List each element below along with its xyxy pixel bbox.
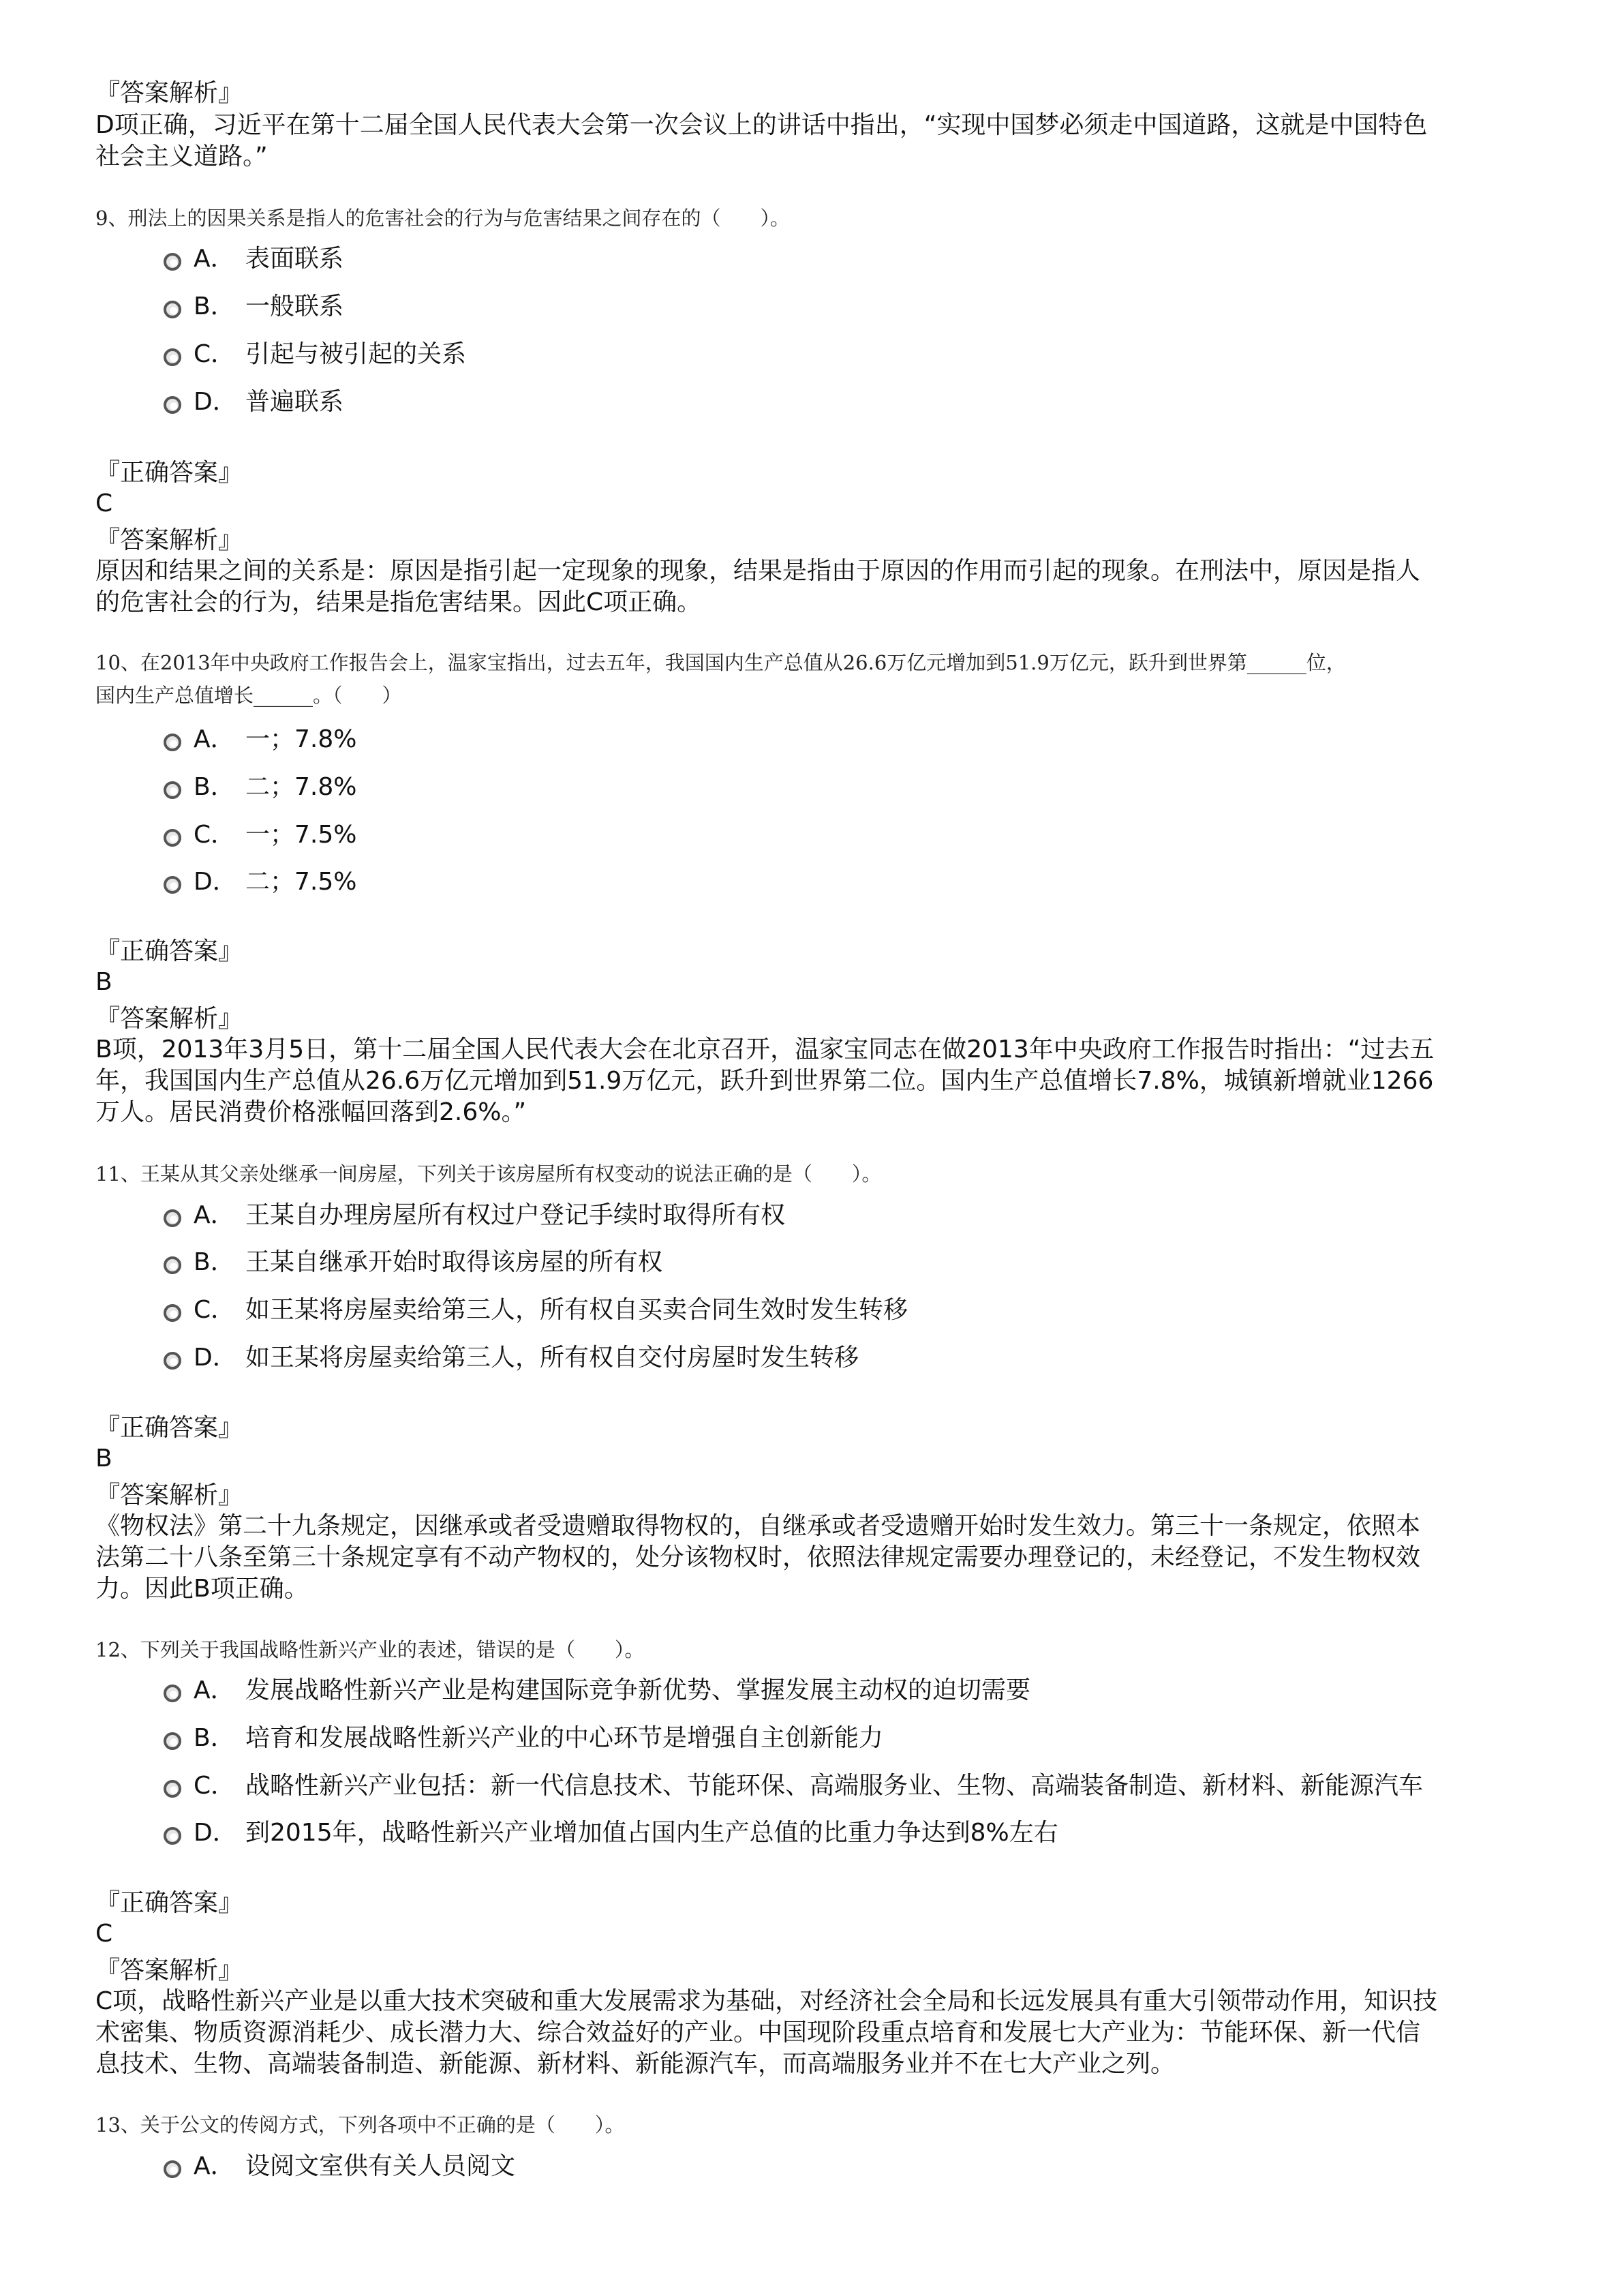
radio-icon[interactable] (164, 781, 181, 799)
option-letter: D． (194, 1818, 237, 1847)
radio-icon[interactable] (164, 1827, 181, 1845)
q11-analysis-line-1: 《物权法》第二十九条规定，因继承或者受遗赠取得物权的，自继承或者受遗赠开始时发生效力。第三十一条规定，依照本 (95, 1512, 1421, 1540)
radio-icon[interactable] (164, 876, 181, 894)
option-letter: A． (194, 244, 235, 273)
q12-analysis-line-3: 息技术、生物、高端装备制造、新能源、新材料、新能源汽车，而高端服务业并不在七大产业之列。 (95, 2050, 1176, 2078)
radio-icon[interactable] (164, 2160, 181, 2178)
option-letter: B． (194, 1248, 235, 1276)
option-letter: B． (194, 292, 235, 320)
radio-icon[interactable] (164, 1732, 181, 1750)
option-text: 一；7.8% (245, 725, 357, 753)
q10-analysis-line-2: 年，我国国内生产总值从26.6万亿元增加到51.9万亿元，跃升到世界第二位。国内生产总值增长7.8%，城镇新增就业1266 (95, 1067, 1434, 1095)
option-text: 如王某将房屋卖给第三人，所有权自交付房屋时发生转移 (245, 1343, 859, 1372)
q8-analysis-line-2: 社会主义道路。” (95, 142, 268, 170)
radio-icon[interactable] (164, 829, 181, 847)
q9-answer-heading: 『正确答案』 (95, 459, 243, 487)
q11-option-a[interactable] (164, 1192, 785, 1233)
option-letter: B． (194, 1723, 235, 1752)
q11-option-c[interactable] (164, 1287, 908, 1328)
option-text: 一；7.5% (245, 820, 357, 849)
q10-option-d[interactable] (164, 859, 356, 900)
q12-option-a[interactable] (164, 1667, 1030, 1708)
option-text: 二；7.8% (245, 772, 357, 801)
q11-option-d[interactable] (164, 1335, 859, 1376)
q10-answer-heading: 『正确答案』 (95, 937, 243, 965)
option-letter: D． (194, 1343, 237, 1372)
q13-question: 13、关于公文的传阅方式，下列各项中不正确的是（ ）。 (95, 2113, 625, 2136)
q9-option-c[interactable] (164, 331, 466, 372)
q12-option-b[interactable] (164, 1715, 883, 1756)
q10-answer: B (95, 968, 112, 996)
option-text: 表面联系 (245, 244, 344, 273)
radio-icon[interactable] (164, 396, 181, 414)
option-text: 战略性新兴产业包括：新一代信息技术、节能环保、高端服务业、生物、高端装备制造、新材料、新能源汽车 (245, 1771, 1424, 1800)
radio-icon[interactable] (164, 1352, 181, 1370)
radio-icon[interactable] (164, 301, 181, 318)
q12-question: 12、下列关于我国战略性新兴产业的表述，错误的是（ ）。 (95, 1638, 645, 1661)
option-text: 培育和发展战略性新兴产业的中心环节是增强自主创新能力 (245, 1723, 884, 1752)
option-letter: A． (194, 1676, 235, 1704)
q10-question-line-2: 国内生产总值增长______。（ ） (95, 684, 402, 707)
option-text: 发展战略性新兴产业是构建国际竞争新优势、掌握发展主动权的迫切需要 (245, 1676, 1031, 1704)
q10-option-a[interactable] (164, 716, 356, 757)
radio-icon[interactable] (164, 734, 181, 751)
option-letter: D． (194, 867, 237, 896)
q11-answer-heading: 『正确答案』 (95, 1414, 243, 1442)
option-text: 引起与被引起的关系 (245, 339, 467, 368)
q10-analysis-heading: 『答案解析』 (95, 1005, 243, 1033)
q10-question-line-1: 10、在2013年中央政府工作报告会上，温家宝指出，过去五年，我国国内生产总值从26.6万亿元增加到51.9万亿元，跃升到世界第______位， (95, 651, 1346, 674)
q12-answer-heading: 『正确答案』 (95, 1889, 243, 1917)
option-text: 一般联系 (245, 292, 344, 320)
option-letter: D． (194, 387, 237, 416)
q9-analysis-line-2: 的危害社会的行为，结果是指危害结果。因此C项正确。 (95, 588, 702, 616)
radio-icon[interactable] (164, 1780, 181, 1798)
option-letter: B． (194, 772, 235, 801)
q9-question: 9、刑法上的因果关系是指人的危害社会的行为与危害结果之间存在的（ ）。 (95, 207, 790, 230)
option-letter: C． (194, 1771, 236, 1800)
radio-icon[interactable] (164, 348, 181, 366)
radio-icon[interactable] (164, 1209, 181, 1227)
q10-option-b[interactable] (164, 764, 356, 805)
option-letter: C． (194, 1295, 236, 1324)
radio-icon[interactable] (164, 1304, 181, 1322)
option-text: 设阅文室供有关人员阅文 (245, 2151, 516, 2180)
radio-icon[interactable] (164, 1256, 181, 1274)
option-letter: C． (194, 339, 236, 368)
q10-analysis-line-3: 万人。居民消费价格涨幅回落到2.6%。” (95, 1098, 527, 1126)
q8-analysis-line-1: D项正确，习近平在第十二届全国人民代表大会第一次会议上的讲话中指出，“实现中国梦必须走中国道路，这就是中国特色 (95, 111, 1428, 139)
q10-analysis-line-1: B项，2013年3月5日，第十二届全国人民代表大会在北京召开，温家宝同志在做2013年中央政府工作报告时指出：“过去五 (95, 1036, 1435, 1063)
option-text: 二；7.5% (245, 867, 357, 896)
q9-option-a[interactable] (164, 236, 343, 277)
q12-analysis-line-2: 术密集、物质资源消耗少、成长潜力大、综合效益好的产业。中国现阶段重点培育和发展七大产业为：节能环保、新一代信 (95, 2019, 1421, 2046)
q12-analysis-heading: 『答案解析』 (95, 1957, 243, 1984)
q11-analysis-heading: 『答案解析』 (95, 1481, 243, 1509)
q9-analysis-heading: 『答案解析』 (95, 526, 243, 554)
q11-analysis-line-2: 法第二十八条至第三十条规定享有不动产物权的，处分该物权时，依照法律规定需要办理登记的，未经登记，不发生物权效 (95, 1543, 1421, 1571)
option-letter: A． (194, 1200, 235, 1229)
q11-question: 11、王某从其父亲处继承一间房屋，下列关于该房屋所有权变动的说法正确的是（ ）。 (95, 1162, 882, 1185)
option-letter: C． (194, 820, 236, 849)
radio-icon[interactable] (164, 1685, 181, 1702)
q9-answer: C (95, 489, 113, 517)
option-letter: A． (194, 725, 235, 753)
option-text: 到2015年，战略性新兴产业增加值占国内生产总值的比重力争达到8%左右 (245, 1818, 1058, 1847)
q12-answer: C (95, 1920, 113, 1948)
q10-option-c[interactable] (164, 812, 356, 853)
q9-analysis-line-1: 原因和结果之间的关系是：原因是指引起一定现象的现象，结果是指由于原因的作用而引起的现象。在刑法中，原因是指人 (95, 557, 1421, 585)
radio-icon[interactable] (164, 253, 181, 271)
q11-option-b[interactable] (164, 1239, 662, 1280)
q8-analysis-heading: 『答案解析』 (95, 79, 243, 107)
option-text: 如王某将房屋卖给第三人，所有权自买卖合同生效时发生转移 (245, 1295, 908, 1324)
option-text: 王某自办理房屋所有权过户登记手续时取得所有权 (245, 1200, 786, 1229)
q12-option-d[interactable] (164, 1810, 1058, 1851)
q11-answer: B (95, 1445, 112, 1472)
q9-option-b[interactable] (164, 284, 343, 324)
q12-option-c[interactable] (164, 1763, 1423, 1804)
option-text: 王某自继承开始时取得该房屋的所有权 (245, 1248, 663, 1276)
q9-option-d[interactable] (164, 379, 343, 420)
q11-analysis-line-3: 力。因此B项正确。 (95, 1575, 309, 1603)
q13-option-a[interactable] (164, 2143, 515, 2184)
option-text: 普遍联系 (245, 387, 344, 416)
option-letter: A． (194, 2151, 235, 2180)
q12-analysis-line-1: C项，战略性新兴产业是以重大技术突破和重大发展需求为基础，对经济社会全局和长远发展具有重大引领带动作用，知识技 (95, 1987, 1438, 2015)
